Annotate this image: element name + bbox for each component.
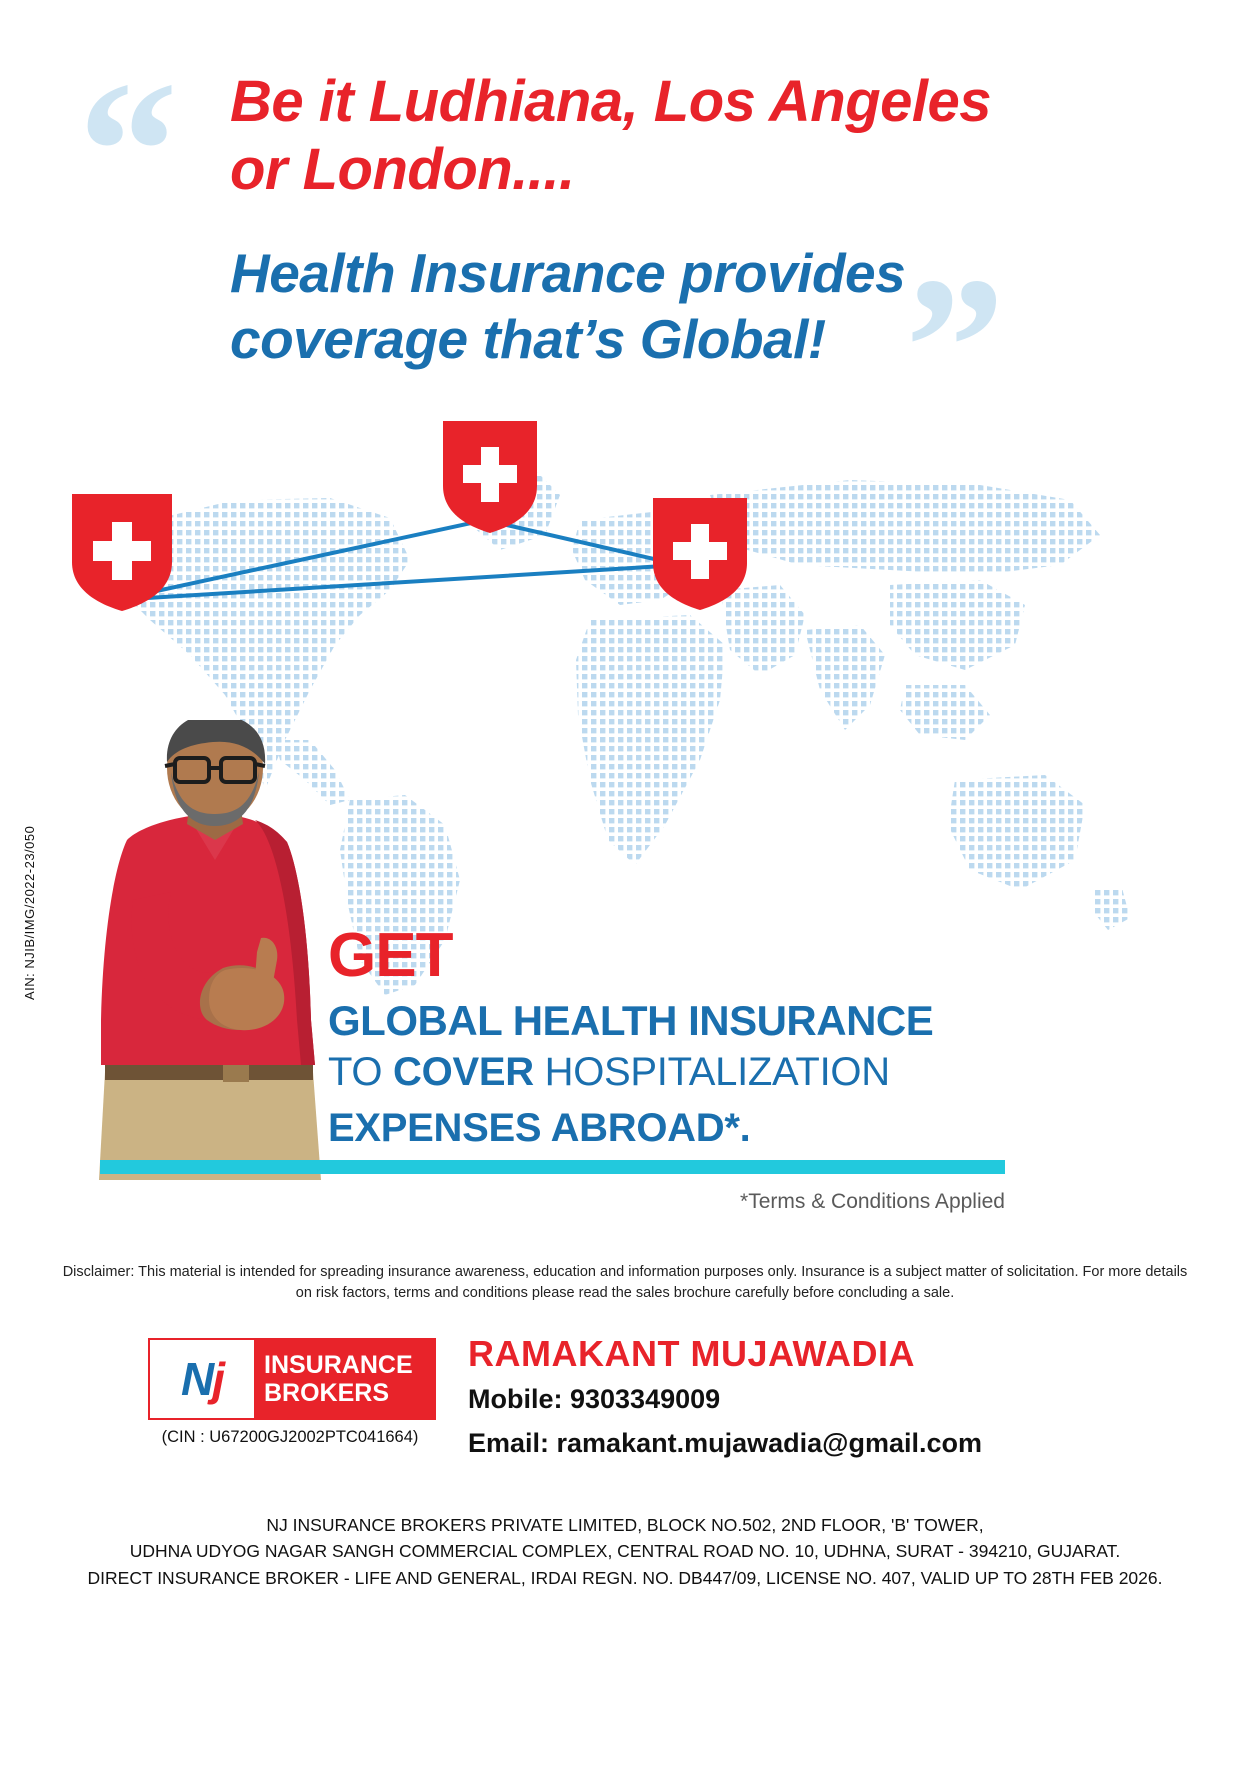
logo-word-brokers: BROKERS xyxy=(264,1379,390,1407)
cin-number: (CIN : U67200GJ2002PTC041664) xyxy=(161,1428,419,1446)
quote-open-icon: “ xyxy=(78,41,178,262)
cta-line-2 xyxy=(328,1052,890,1092)
cta-line-2-bold: COVER xyxy=(393,1050,534,1094)
ain-code: AIN: NJIB/IMG/2022-23/050 xyxy=(22,825,37,1000)
logo-mark-n: N xyxy=(180,1353,213,1405)
cta-line-2-suffix: HOSPITALIZATION xyxy=(533,1050,890,1094)
quote-close-icon: ” xyxy=(905,237,1005,458)
agent-name: RAMAKANT MUJAWADIA xyxy=(468,1333,915,1374)
headline-primary: Be it Ludhiana, Los Angeles or London.... xyxy=(230,69,992,203)
disclaimer-text: Disclaimer: This material is intended for spreading insurance awareness, education and information purposes only. Insurance is a subject matter of solicitation. For more details on risk factors, terms and conditions please read the sales brochure carefully before concluding a sale. xyxy=(62,1264,1188,1302)
logo-mark-j: j xyxy=(212,1353,223,1405)
cta-line-2-prefix: TO xyxy=(328,1050,394,1094)
logo-wordmark xyxy=(254,1351,434,1407)
shield-top-icon xyxy=(440,418,540,541)
footer-address xyxy=(20,1512,1230,1591)
cyan-divider xyxy=(100,1160,1005,1174)
logo-word-insurance: INSURANCE xyxy=(264,1351,413,1379)
agent-mobile[interactable]: Mobile: 9303349009 xyxy=(468,1384,721,1414)
logo-mark-text xyxy=(180,1353,223,1405)
cta-get: GET xyxy=(328,921,453,990)
headline-secondary: Health Insurance provides coverage that’s Global! xyxy=(230,242,906,370)
nj-insurance-brokers-logo xyxy=(148,1338,436,1420)
footer-line-1: NJ INSURANCE BROKERS PRIVATE LIMITED, BLOCK NO.502, 2ND FLOOR, 'B' TOWER, xyxy=(266,1515,984,1535)
terms-note: *Terms & Conditions Applied xyxy=(740,1190,1005,1213)
shield-left-icon xyxy=(68,490,176,620)
footer-line-3: DIRECT INSURANCE BROKER - LIFE AND GENERAL, IRDAI REGN. NO. DB447/09, LICENSE NO. 407, VALID UP TO 28TH FEB 2026. xyxy=(87,1567,1163,1588)
cta-line-3: EXPENSES ABROAD*. xyxy=(328,1106,751,1150)
logo-mark xyxy=(150,1340,254,1418)
shield-right-icon xyxy=(650,495,750,618)
connection-lines-graphic xyxy=(60,420,1140,720)
footer-line-2: UDHNA UDYOG NAGAR SANGH COMMERCIAL COMPLEX, CENTRAL ROAD NO. 10, UDHNA, SURAT - 394210, GUJARAT. xyxy=(129,1541,1121,1562)
cta-line-1: GLOBAL HEALTH INSURANCE xyxy=(328,997,934,1044)
agent-email[interactable]: Email: ramakant.mujawadia@gmail.com xyxy=(468,1428,983,1458)
